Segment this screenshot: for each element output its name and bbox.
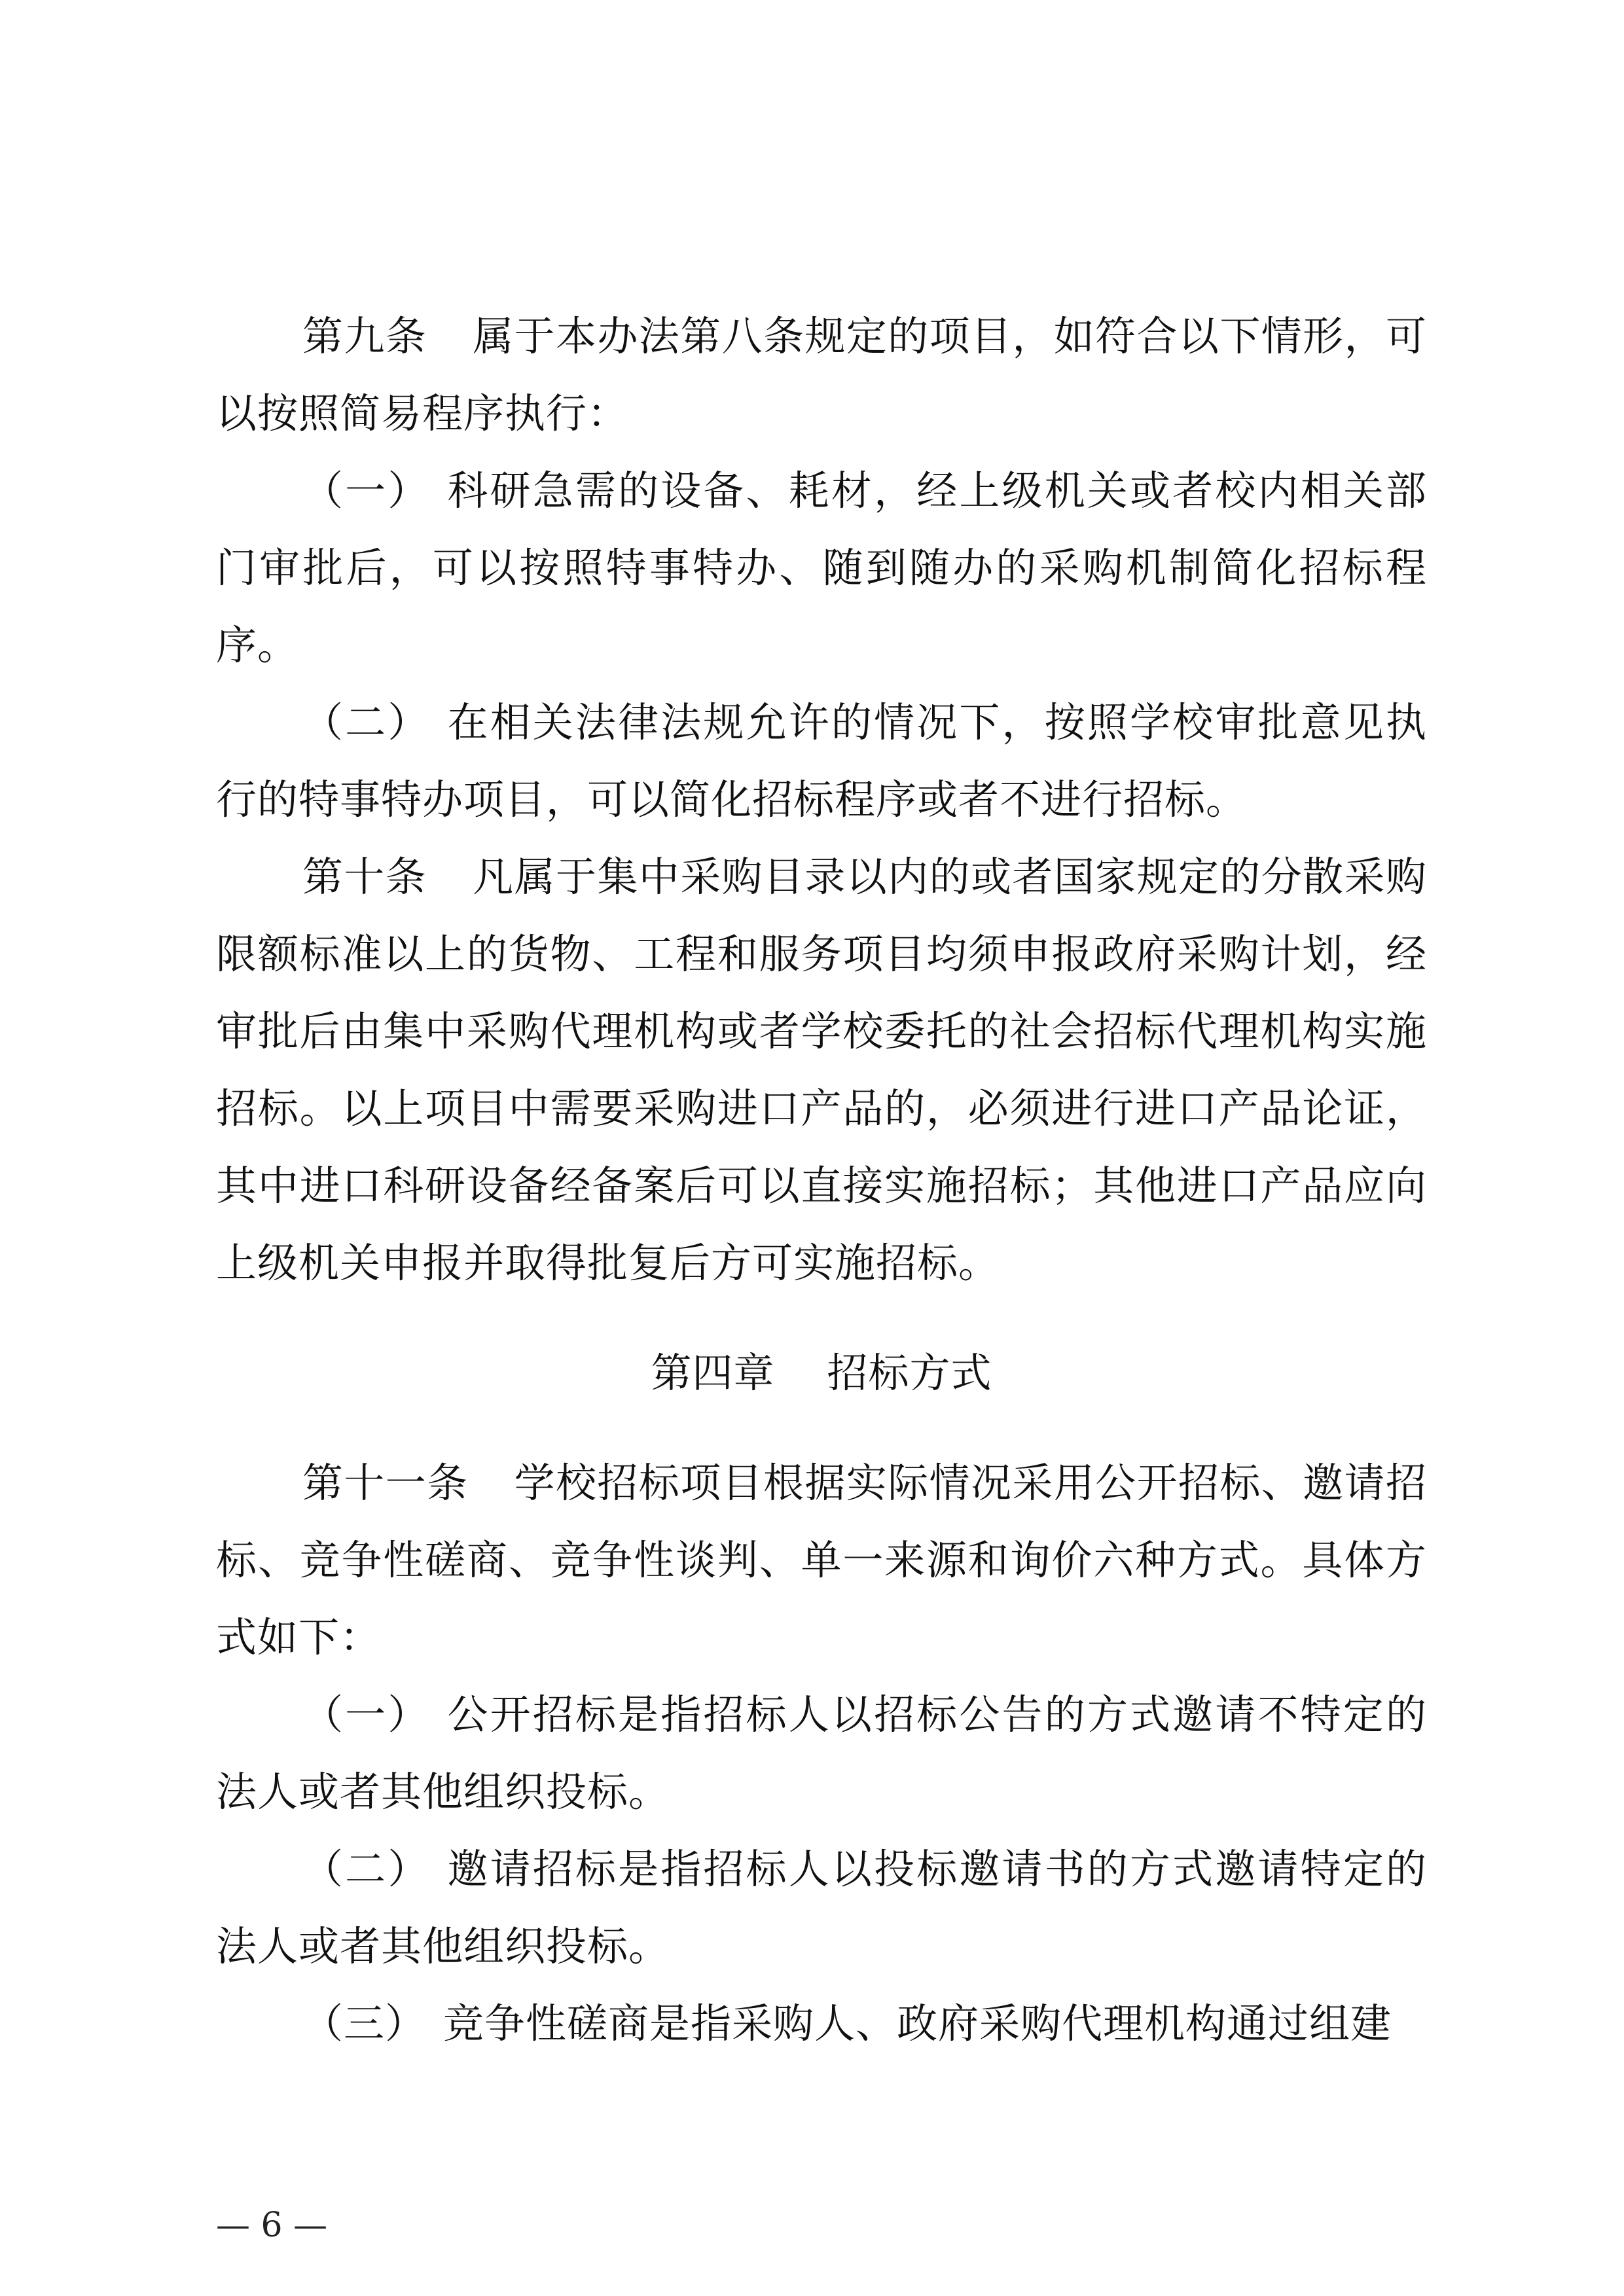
article-11-item-1 xyxy=(216,1676,1427,1831)
article-text: 属于本办法第八条规定的项目，如符合以下情形，可以按照简易程序执行： xyxy=(216,312,1427,437)
article-9 xyxy=(216,298,1427,452)
article-text: 学校招标项目根据实际情况采用公开招标、邀请招标、竞争性磋商、竞争性谈判、单一来源和询价六种方式。具体方式如下： xyxy=(216,1459,1427,1661)
article-9-item-2 xyxy=(216,684,1427,838)
item-number: （三） xyxy=(302,2000,427,2047)
document-body xyxy=(216,298,1427,2062)
item-text: 在相关法律法规允许的情况下，按照学校审批意见执行的特事特办项目，可以简化招标程序或者不进行招标。 xyxy=(216,698,1427,823)
article-number: 第九条 xyxy=(302,312,427,360)
article-10 xyxy=(216,838,1427,1302)
item-number: （二） xyxy=(302,698,431,746)
article-number: 第十一条 xyxy=(302,1459,469,1507)
chapter-title: 招标方式 xyxy=(827,1349,992,1397)
article-number: 第十条 xyxy=(302,853,427,901)
item-number: （一） xyxy=(302,467,431,514)
item-text: 竞争性磋商是指采购人、政府采购代理机构通过组建 xyxy=(443,2000,1392,2047)
article-11-item-2 xyxy=(216,1831,1427,1985)
chapter-heading xyxy=(216,1335,1427,1412)
article-9-item-1 xyxy=(216,452,1427,684)
article-11-item-3 xyxy=(216,1985,1427,2062)
article-11 xyxy=(216,1444,1427,1676)
page-number: — 6 — xyxy=(216,2206,328,2245)
item-text: 邀请招标是指招标人以投标邀请书的方式邀请特定的法人或者其他组织投标。 xyxy=(216,1845,1427,1970)
item-number: （一） xyxy=(302,1691,431,1738)
item-text: 公开招标是指招标人以招标公告的方式邀请不特定的法人或者其他组织投标。 xyxy=(216,1691,1427,1816)
item-text: 科研急需的设备、耗材，经上级机关或者校内相关部门审批后，可以按照特事特办、随到随办的采购机制简化招标程序。 xyxy=(216,467,1427,669)
chapter-number: 第四章 xyxy=(651,1349,775,1397)
article-text: 凡属于集中采购目录以内的或者国家规定的分散采购限额标准以上的货物、工程和服务项目均须申报政府采购计划，经审批后由集中采购代理机构或者学校委托的社会招标代理机构实施招标。以上项目中需要采购进口产品的，必须进行进口产品论证，其中进口科研设备经备案后可以直接实施招标；其他进口产品应向上级机关申报并取得批复后方可实施招标。 xyxy=(216,853,1427,1287)
item-number: （二） xyxy=(302,1845,431,1893)
